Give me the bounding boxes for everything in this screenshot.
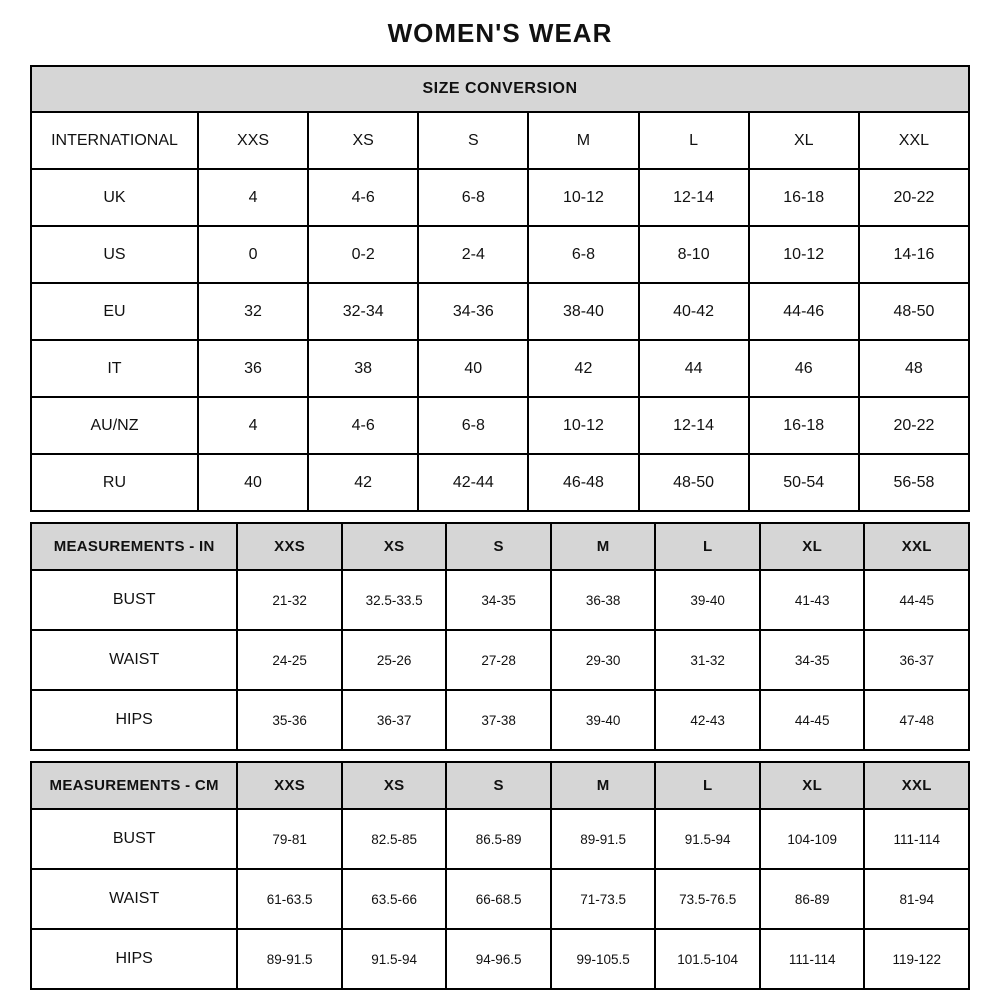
data-cell: 4 bbox=[198, 397, 308, 454]
header-size-cell: XL bbox=[760, 762, 865, 809]
data-cell: 4 bbox=[198, 169, 308, 226]
data-cell: 34-35 bbox=[760, 630, 865, 690]
header-size-cell: XS bbox=[308, 112, 418, 169]
data-cell: 94-96.5 bbox=[446, 929, 551, 989]
data-cell: 32-34 bbox=[308, 283, 418, 340]
table-row bbox=[31, 454, 969, 511]
data-cell: 12-14 bbox=[639, 397, 749, 454]
row-label: IT bbox=[31, 340, 198, 397]
table-row bbox=[31, 169, 969, 226]
data-cell: 27-28 bbox=[446, 630, 551, 690]
table-row bbox=[31, 570, 969, 630]
data-cell: 36 bbox=[198, 340, 308, 397]
data-cell: 6-8 bbox=[528, 226, 638, 283]
row-label: RU bbox=[31, 454, 198, 511]
header-size-cell: S bbox=[446, 762, 551, 809]
data-cell: 61-63.5 bbox=[237, 869, 342, 929]
data-cell: 40 bbox=[198, 454, 308, 511]
row-label: HIPS bbox=[31, 929, 237, 989]
header-size-cell: L bbox=[655, 762, 760, 809]
data-cell: 73.5-76.5 bbox=[655, 869, 760, 929]
table-title-row bbox=[31, 66, 969, 112]
data-cell: 39-40 bbox=[655, 570, 760, 630]
row-label: BUST bbox=[31, 570, 237, 630]
data-cell: 119-122 bbox=[864, 929, 969, 989]
data-cell: 0-2 bbox=[308, 226, 418, 283]
header-size-cell: XL bbox=[749, 112, 859, 169]
data-cell: 44 bbox=[639, 340, 749, 397]
page-title: WOMEN'S WEAR bbox=[387, 18, 613, 48]
table-header-row bbox=[31, 112, 969, 169]
data-cell: 111-114 bbox=[760, 929, 865, 989]
data-cell: 16-18 bbox=[749, 397, 859, 454]
header-label-cell: INTERNATIONAL bbox=[31, 112, 198, 169]
data-cell: 48-50 bbox=[639, 454, 749, 511]
data-cell: 86-89 bbox=[760, 869, 865, 929]
data-cell: 91.5-94 bbox=[342, 929, 447, 989]
table-row bbox=[31, 283, 969, 340]
data-cell: 48-50 bbox=[859, 283, 969, 340]
header-size-cell: XXL bbox=[864, 762, 969, 809]
data-cell: 50-54 bbox=[749, 454, 859, 511]
data-cell: 36-37 bbox=[864, 630, 969, 690]
row-label: HIPS bbox=[31, 690, 237, 750]
measurements-cm-table bbox=[30, 761, 970, 990]
table-row bbox=[31, 226, 969, 283]
header-size-cell: XXS bbox=[198, 112, 308, 169]
data-cell: 6-8 bbox=[418, 169, 528, 226]
data-cell: 24-25 bbox=[237, 630, 342, 690]
data-cell: 89-91.5 bbox=[237, 929, 342, 989]
data-cell: 10-12 bbox=[749, 226, 859, 283]
data-cell: 42-43 bbox=[655, 690, 760, 750]
data-cell: 63.5-66 bbox=[342, 869, 447, 929]
header-size-cell: S bbox=[446, 523, 551, 570]
data-cell: 56-58 bbox=[859, 454, 969, 511]
data-cell: 89-91.5 bbox=[551, 809, 656, 869]
header-size-cell: M bbox=[551, 762, 656, 809]
data-cell: 44-46 bbox=[749, 283, 859, 340]
table-title: SIZE CONVERSION bbox=[31, 66, 969, 112]
data-cell: 48 bbox=[859, 340, 969, 397]
data-cell: 20-22 bbox=[859, 169, 969, 226]
measurements-in-table bbox=[30, 522, 970, 751]
data-cell: 111-114 bbox=[864, 809, 969, 869]
data-cell: 4-6 bbox=[308, 169, 418, 226]
data-cell: 10-12 bbox=[528, 169, 638, 226]
header-size-cell: XXS bbox=[237, 762, 342, 809]
header-size-cell: L bbox=[639, 112, 749, 169]
size-conversion-table bbox=[30, 65, 970, 512]
data-cell: 8-10 bbox=[639, 226, 749, 283]
row-label: WAIST bbox=[31, 630, 237, 690]
data-cell: 42 bbox=[308, 454, 418, 511]
header-size-cell: S bbox=[418, 112, 528, 169]
data-cell: 16-18 bbox=[749, 169, 859, 226]
data-cell: 46 bbox=[749, 340, 859, 397]
header-size-cell: XXL bbox=[859, 112, 969, 169]
header-size-cell: L bbox=[655, 523, 760, 570]
data-cell: 66-68.5 bbox=[446, 869, 551, 929]
data-cell: 6-8 bbox=[418, 397, 528, 454]
header-size-cell: XXS bbox=[237, 523, 342, 570]
data-cell: 34-36 bbox=[418, 283, 528, 340]
data-cell: 36-37 bbox=[342, 690, 447, 750]
data-cell: 4-6 bbox=[308, 397, 418, 454]
data-cell: 20-22 bbox=[859, 397, 969, 454]
header-size-cell: M bbox=[551, 523, 656, 570]
data-cell: 104-109 bbox=[760, 809, 865, 869]
data-cell: 38-40 bbox=[528, 283, 638, 340]
data-cell: 31-32 bbox=[655, 630, 760, 690]
data-cell: 37-38 bbox=[446, 690, 551, 750]
data-cell: 40-42 bbox=[639, 283, 749, 340]
data-cell: 14-16 bbox=[859, 226, 969, 283]
data-cell: 79-81 bbox=[237, 809, 342, 869]
data-cell: 39-40 bbox=[551, 690, 656, 750]
data-cell: 86.5-89 bbox=[446, 809, 551, 869]
row-label: BUST bbox=[31, 809, 237, 869]
row-label: EU bbox=[31, 283, 198, 340]
table-row bbox=[31, 397, 969, 454]
table-row bbox=[31, 929, 969, 989]
header-size-cell: XS bbox=[342, 762, 447, 809]
data-cell: 41-43 bbox=[760, 570, 865, 630]
data-cell: 38 bbox=[308, 340, 418, 397]
table-header-row bbox=[31, 762, 969, 809]
table-row bbox=[31, 340, 969, 397]
table-row bbox=[31, 630, 969, 690]
table-row bbox=[31, 869, 969, 929]
row-label: US bbox=[31, 226, 198, 283]
data-cell: 35-36 bbox=[237, 690, 342, 750]
header-size-cell: XL bbox=[760, 523, 865, 570]
data-cell: 21-32 bbox=[237, 570, 342, 630]
header-size-cell: XXL bbox=[864, 523, 969, 570]
data-cell: 46-48 bbox=[528, 454, 638, 511]
data-cell: 40 bbox=[418, 340, 528, 397]
header-label-cell: MEASUREMENTS - IN bbox=[31, 523, 237, 570]
data-cell: 25-26 bbox=[342, 630, 447, 690]
header-size-cell: M bbox=[528, 112, 638, 169]
data-cell: 44-45 bbox=[864, 570, 969, 630]
data-cell: 91.5-94 bbox=[655, 809, 760, 869]
data-cell: 34-35 bbox=[446, 570, 551, 630]
row-label: AU/NZ bbox=[31, 397, 198, 454]
data-cell: 42 bbox=[528, 340, 638, 397]
data-cell: 42-44 bbox=[418, 454, 528, 511]
table-header-row bbox=[31, 523, 969, 570]
table-row bbox=[31, 809, 969, 869]
data-cell: 36-38 bbox=[551, 570, 656, 630]
table-row bbox=[31, 690, 969, 750]
data-cell: 101.5-104 bbox=[655, 929, 760, 989]
data-cell: 99-105.5 bbox=[551, 929, 656, 989]
data-cell: 32.5-33.5 bbox=[342, 570, 447, 630]
data-cell: 29-30 bbox=[551, 630, 656, 690]
data-cell: 71-73.5 bbox=[551, 869, 656, 929]
data-cell: 2-4 bbox=[418, 226, 528, 283]
row-label: UK bbox=[31, 169, 198, 226]
data-cell: 81-94 bbox=[864, 869, 969, 929]
data-cell: 47-48 bbox=[864, 690, 969, 750]
data-cell: 12-14 bbox=[639, 169, 749, 226]
data-cell: 10-12 bbox=[528, 397, 638, 454]
header-size-cell: XS bbox=[342, 523, 447, 570]
data-cell: 82.5-85 bbox=[342, 809, 447, 869]
header-label-cell: MEASUREMENTS - CM bbox=[31, 762, 237, 809]
row-label: WAIST bbox=[31, 869, 237, 929]
data-cell: 44-45 bbox=[760, 690, 865, 750]
data-cell: 32 bbox=[198, 283, 308, 340]
data-cell: 0 bbox=[198, 226, 308, 283]
